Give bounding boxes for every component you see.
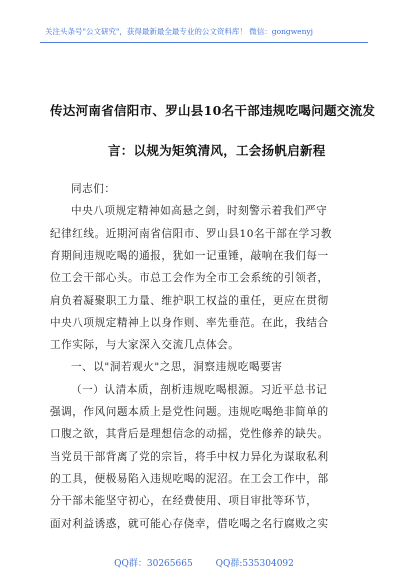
body-line: 位工会干部心头。市总工会作为全市工会系统的引领者， <box>50 272 329 285</box>
body-line: 的工具，便极易陷入违规吃喝的泥沼。在工会工作中，部 <box>50 472 329 485</box>
footer-qq-group-1: QQ群：30265665 <box>114 559 193 569</box>
body-line: 育期间违规吃喝的通报，犹如一记重锤，敲响在我们每一 <box>50 249 329 262</box>
body-line: 纪律红线。近期河南省信阳市、罗山县10名干部在学习教 <box>50 227 333 240</box>
body-line: （一）认清本质，剖析违规吃喝根源。习近平总书记 <box>71 383 328 396</box>
footer-contacts <box>0 556 408 569</box>
body-line: 强调，作风问题本质上是党性问题。违规吃喝绝非简单的 <box>50 406 329 418</box>
footer-qq-group-2: QQ群:535304092 <box>215 559 294 569</box>
document-title-line-1: 传达河南省信阳市、罗山县10名干部违规吃喝问题交流发 <box>50 103 376 118</box>
salutation: 同志们： <box>71 183 116 195</box>
body-line: 面对利益诱惑，就可能心存侥幸，借吃喝之名行腐败之实 <box>50 517 329 530</box>
body-line: 当党员干部背离了党的宗旨，将手中权力异化为谋取私利 <box>50 450 329 463</box>
body-line: 肩负着凝聚职工力量、维护职工权益的重任，更应在贯彻 <box>50 294 329 307</box>
body-line: 中央八项规定精神上以身作则、率先垂范。在此，我结合 <box>50 316 329 329</box>
body-line: 分干部未能坚守初心，在经费使用、项目审批等环节， <box>50 495 318 508</box>
body-line: 工作实际，与大家深入交流几点体会。 <box>50 339 240 352</box>
body-line: 口腹之欲，其背后是理想信念的动摇，党性修养的缺失。 <box>50 428 329 441</box>
document-title-line-2: 言：以规为矩筑清风，工会扬帆启新程 <box>108 143 326 158</box>
body-line: 中央八项规定精神如高悬之剑，时刻警示着我们严守 <box>71 205 328 218</box>
section-heading: 一、以"洞若观火"之思，洞察违规吃喝要害 <box>71 361 283 374</box>
header-divider <box>40 42 368 43</box>
promo-header: 关注头条号"公文研究"，获得最新最全最专业的公文资料库！ 微信：gongwenyj <box>45 27 313 36</box>
